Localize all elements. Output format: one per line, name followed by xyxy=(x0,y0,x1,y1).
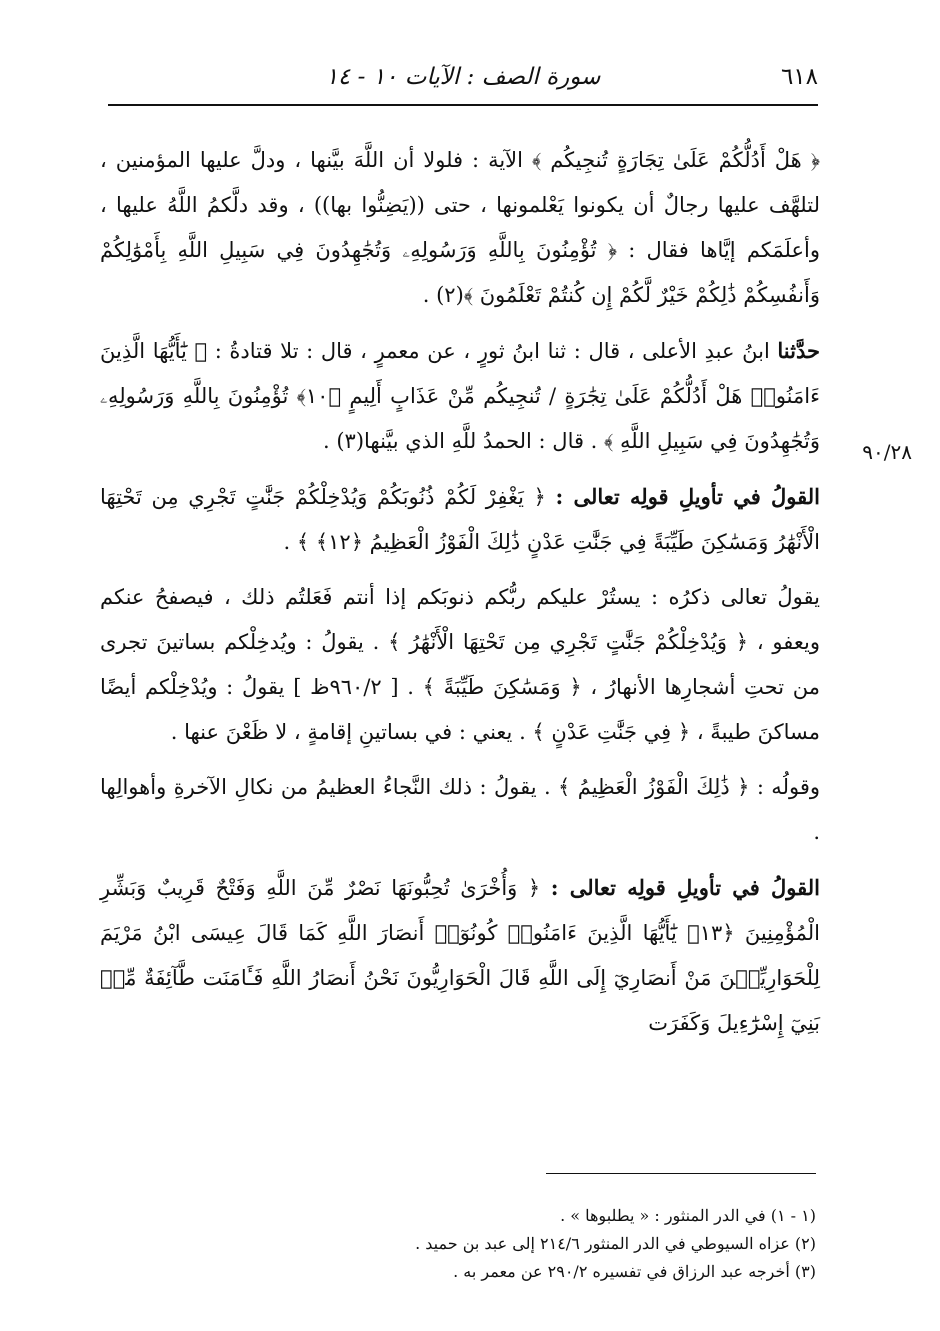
footnote-1: (١ - ١) في الدر المنثور : « يطلبوها » . xyxy=(560,1206,816,1225)
paragraph-6-lead: القولُ في تأويلِ قولِه تعالى : xyxy=(550,875,821,900)
running-title: سورة الصف : الآيات ١٠ - ١٤ xyxy=(325,64,601,90)
paragraph-5 xyxy=(100,765,820,855)
paragraph-2-text: ابنُ عبدِ الأعلى ، قال : ثنا ابنُ ثورٍ ، عن معمرٍ ، قال : تلا قتادةُ : ﴿ يَٰٓأَيُّهَا الَّذِينَ ءَامَنُوا۟ هَلْ أَدُلُّكُمْ عَلَىٰ تِجَٰرَةٍ / تُنجِيكُم مِّنْ عَذَابٍ أَلِيمٍ ﴿١٠﴾ تُؤْمِنُونَ بِاللَّهِ وَرَسُولِهِۦ وَتُجَٰهِدُونَ فِي سَبِيلِ اللَّهِ ﴾ . قال : الحمدُ للَّهِ الذي بيَّنها(٣) . xyxy=(100,339,820,453)
paragraph-1 xyxy=(100,138,820,318)
paragraph-4 xyxy=(100,575,820,755)
header-rule xyxy=(108,104,818,106)
paragraph-2-lead: حدَّثنا xyxy=(777,338,820,363)
paragraph-5-text: وقولُه : ﴿ ذَٰلِكَ الْفَوْزُ الْعَظِيمُ ﴾ . يقولُ : ذلك النَّجاءُ العظيمُ من نكالِ الآخرةِ وأهوالِها . xyxy=(100,775,820,844)
paragraph-3 xyxy=(100,474,820,565)
running-header xyxy=(108,58,818,98)
paragraph-4-text: يقولُ تعالى ذكرُه : يستُرْ عليكم ربُّكم ذنوبَكم إذا أنتم فَعَلتُم ذلك ، فيصفحُ عنكم ويعفو ، ﴿ وَيُدْخِلْكُمْ جَنَّٰتٍ تَجْرِي مِن تَحْتِهَا الْأَنْهَٰرُ ﴾ . يقولُ : ويُدخِلْكم بساتينَ تجرى من تحتِ أشجارِها الأنهارُ ، ﴿ وَمَسَٰكِنَ طَيِّبَةً ﴾ . [ ٩٦٠/٢ظ ] يقولُ : ويُدْخِلْكم أيضًا مساكنَ طيبةً ، ﴿ فِي جَنَّٰتِ عَدْنٍ ﴾ . يعني : في بساتينِ إقامةٍ ، لا ظَعْنَ عنها . xyxy=(100,585,820,744)
footnotes xyxy=(100,1202,816,1286)
page-number: ٦١٨ xyxy=(780,64,818,90)
footnote-2: (٢) عزاه السيوطي في الدر المنثور ٢١٤/٦ إلى عبد بن حميد . xyxy=(415,1234,816,1253)
paragraph-6 xyxy=(100,865,820,1046)
main-text xyxy=(100,138,820,1056)
paragraph-1-text: ﴿ هَلْ أَدُلُّكُمْ عَلَىٰ تِجَارَةٍ تُنجِيكُم ﴾ الآية : فلولا أن اللَّهَ بيَّنها ، ودلَّ عليها المؤمنين ، لتلهَّف عليها رجالٌ أن يكونوا يَعْلمونها ، حتى ((يَضِنُّوا بها)) ، وقد دلَّكمُ اللَّهُ عليها ، وأعلَمَكم إيَّاها فقال : ﴿ تُؤْمِنُونَ بِاللَّهِ وَرَسُولِهِۦ وَتُجَٰهِدُونَ فِي سَبِيلِ اللَّهِ بِأَمْوَٰلِكُمْ وَأَنفُسِكُمْ ذَٰلِكُمْ خَيْرٌ لَّكُمْ إِن كُنتُمْ تَعْلَمُونَ ﴾(٢) . xyxy=(100,148,820,307)
margin-reference: ٩٠/٢٨ xyxy=(862,440,912,464)
paragraph-2 xyxy=(100,328,820,464)
paragraph-3-lead: القولُ في تأويلِ قولِه تعالى : xyxy=(555,484,820,509)
footnote-rule xyxy=(546,1173,816,1174)
paragraph-3-text: ﴿ يَغْفِرْ لَكُمْ ذُنُوبَكُمْ وَيُدْخِلْكُمْ جَنَّٰتٍ تَجْرِي مِن تَحْتِهَا الْأَنْهَٰرُ وَمَسَٰكِنَ طَيِّبَةً فِي جَنَّٰتِ عَدْنٍ ذَٰلِكَ الْفَوْزُ الْعَظِيمُ ﴿١٢﴾ ﴾ . xyxy=(100,485,820,554)
paragraph-6-text: ﴿ وَأُخْرَىٰ تُحِبُّونَهَا نَصْرٌ مِّنَ اللَّهِ وَفَتْحٌ قَرِيبٌ وَبَشِّرِ الْمُؤْمِنِينَ ﴿١٣﴾ يَٰٓأَيُّهَا الَّذِينَ ءَامَنُوا۟ كُونُوٓا۟ أَنصَارَ اللَّهِ كَمَا قَالَ عِيسَى ابْنُ مَرْيَمَ لِلْحَوَارِيِّـۧنَ مَنْ أَنصَارِيٓ إِلَى اللَّهِ قَالَ الْحَوَارِيُّونَ نَحْنُ أَنصَارُ اللَّهِ فَـَٔامَنَت طَّآئِفَةٌ مِّنۢ بَنِيٓ إِسْرَٰٓءِيلَ وَكَفَرَت xyxy=(100,876,820,1035)
footnote-3: (٣) أخرجه عبد الرزاق في تفسيره ٢٩٠/٢ عن معمر به . xyxy=(453,1262,816,1281)
